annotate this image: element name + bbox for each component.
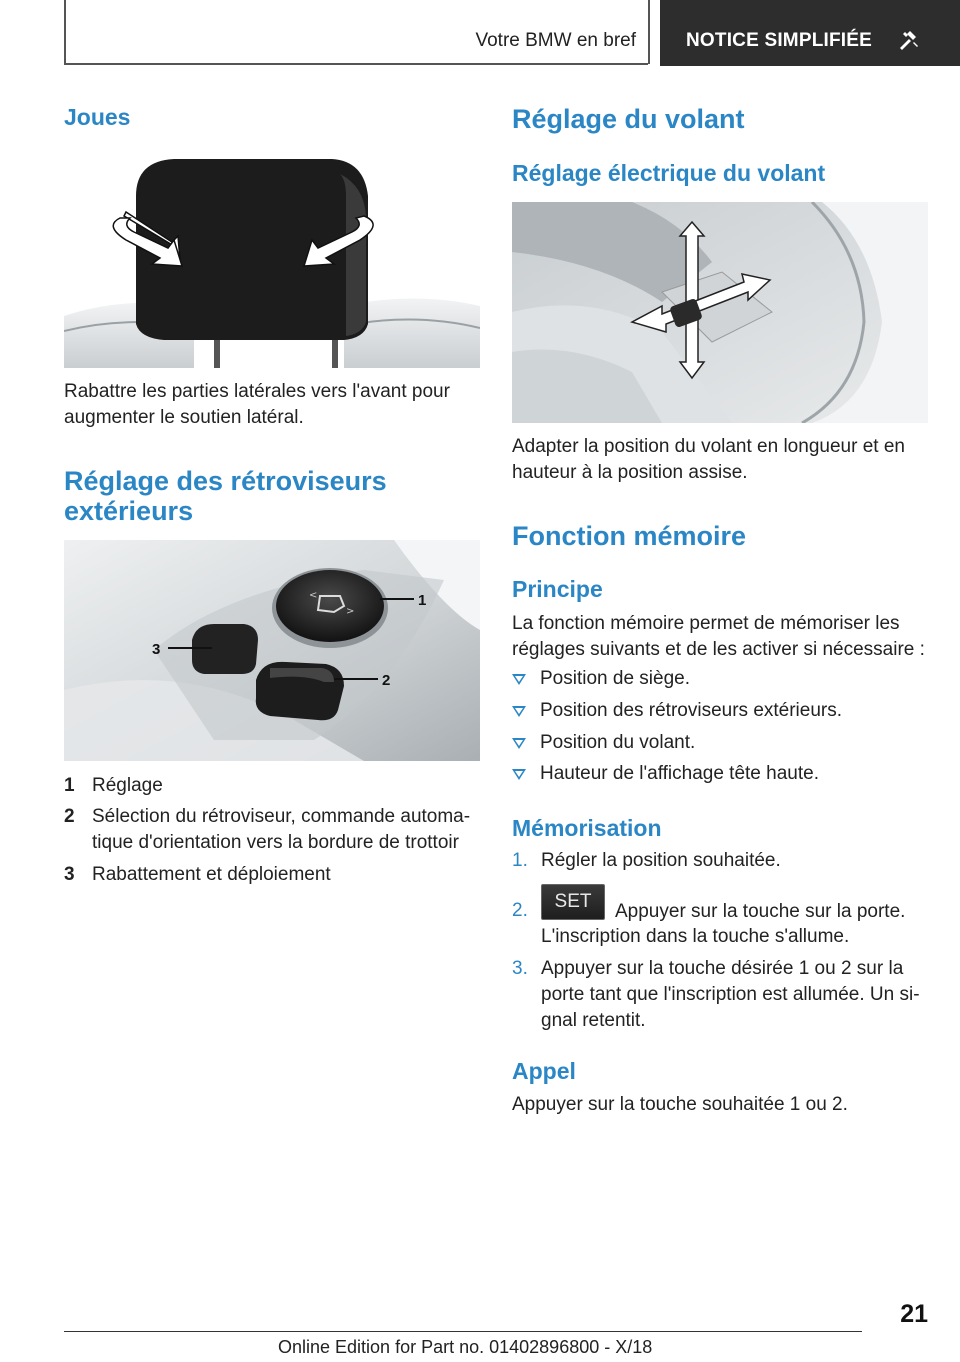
svg-text:>: >: [346, 606, 355, 617]
memoire-title: Fonction mémoire: [512, 521, 747, 551]
volant-title: Réglage du volant: [512, 104, 745, 134]
volant-text: Adapter la position du volant en longueur et en hauteur à la position assise.: [512, 436, 905, 483]
legend-num: 1: [64, 775, 75, 796]
legend-text: Réglage: [92, 775, 163, 796]
triangle-bullet-icon: [512, 738, 526, 749]
list-item: [512, 763, 928, 789]
legend-text: Sélection du rétroviseur, commande automa-tique d'orientation vers la bordure de trottoir: [92, 806, 471, 853]
step-item: [512, 848, 928, 874]
header-section-title: Votre BMW en bref: [475, 30, 636, 51]
step-text-a: Appuyer sur la touche sur la porte.: [615, 901, 906, 923]
footer-rule: [64, 1331, 862, 1332]
list-item-text: Position des rétroviseurs extérieurs.: [540, 700, 843, 721]
legend-item: [64, 862, 480, 888]
triangle-bullet-icon: [512, 706, 526, 717]
legend-text: Rabattement et déploiement: [92, 864, 331, 885]
principe-title: Principe: [512, 576, 603, 602]
header-badge: [660, 0, 960, 66]
callout-2: 2: [382, 672, 391, 689]
volant-subtitle: Réglage électrique du volant: [512, 160, 826, 186]
step-text: Régler la position souhaitée.: [541, 850, 781, 871]
mirror-switch-image: [64, 540, 480, 761]
legend-num: 2: [64, 806, 75, 827]
svg-text:<: <: [309, 590, 318, 601]
retro-title-line2: extérieurs: [64, 496, 194, 526]
step-number: 3.: [512, 958, 528, 979]
callout-1: 1: [418, 592, 427, 609]
header-badge-label: NOTICE SIMPLIFIÉE: [686, 30, 873, 51]
retro-title-line1: Réglage des rétroviseurs: [64, 466, 387, 496]
legend-item: [64, 773, 480, 799]
steering-adjust-image: [512, 202, 928, 423]
appel-title: Appel: [512, 1058, 576, 1084]
joues-title: Joues: [64, 104, 131, 130]
list-item: [512, 732, 928, 758]
footer-edition: Online Edition for Part no. 01402896800 - X/18: [278, 1337, 653, 1357]
list-item-text: Position du volant.: [540, 732, 696, 753]
legend-num: 3: [64, 864, 75, 885]
legend-item: [64, 804, 480, 856]
step-number: 1.: [512, 850, 528, 871]
list-item-text: Hauteur de l'affichage tête haute.: [540, 763, 819, 784]
headrest-image: [64, 156, 480, 368]
list-item: [512, 668, 928, 694]
header-rule-left: [64, 0, 66, 64]
triangle-bullet-icon: [512, 769, 526, 780]
triangle-bullet-icon: [512, 674, 526, 685]
callout-3: 3: [152, 641, 161, 658]
joues-text: Rabattre les parties latérales vers l'avant pour augmenter le soutien latéral.: [64, 381, 450, 428]
step-text-b: L'inscription dans la touche s'allume.: [541, 926, 850, 947]
list-item-text: Position de siège.: [540, 668, 690, 689]
step-text: [541, 884, 931, 946]
step-text: Appuyer sur la touche désirée 1 ou 2 sur la porte tant que l'inscription est allumée. Un si-gnal retentit.: [541, 958, 920, 1031]
step-item: [512, 956, 928, 1034]
step-number: 2.: [512, 900, 528, 921]
set-button-icon: SET: [541, 884, 605, 920]
retro-title: [64, 466, 480, 526]
header-divider: [648, 0, 650, 64]
appel-text: Appuyer sur la touche souhaitée 1 ou 2.: [512, 1094, 848, 1115]
list-item: [512, 700, 928, 726]
principe-text: La fonction mémoire permet de mémoriser les réglages suivants et de les activer si nécessaire :: [512, 613, 925, 660]
memorisation-title: Mémorisation: [512, 815, 662, 841]
header-rule-bottom: [64, 63, 648, 65]
wrench-hammer-icon: [896, 28, 922, 54]
page-number: 21: [900, 1300, 928, 1328]
step-item: [512, 884, 928, 950]
